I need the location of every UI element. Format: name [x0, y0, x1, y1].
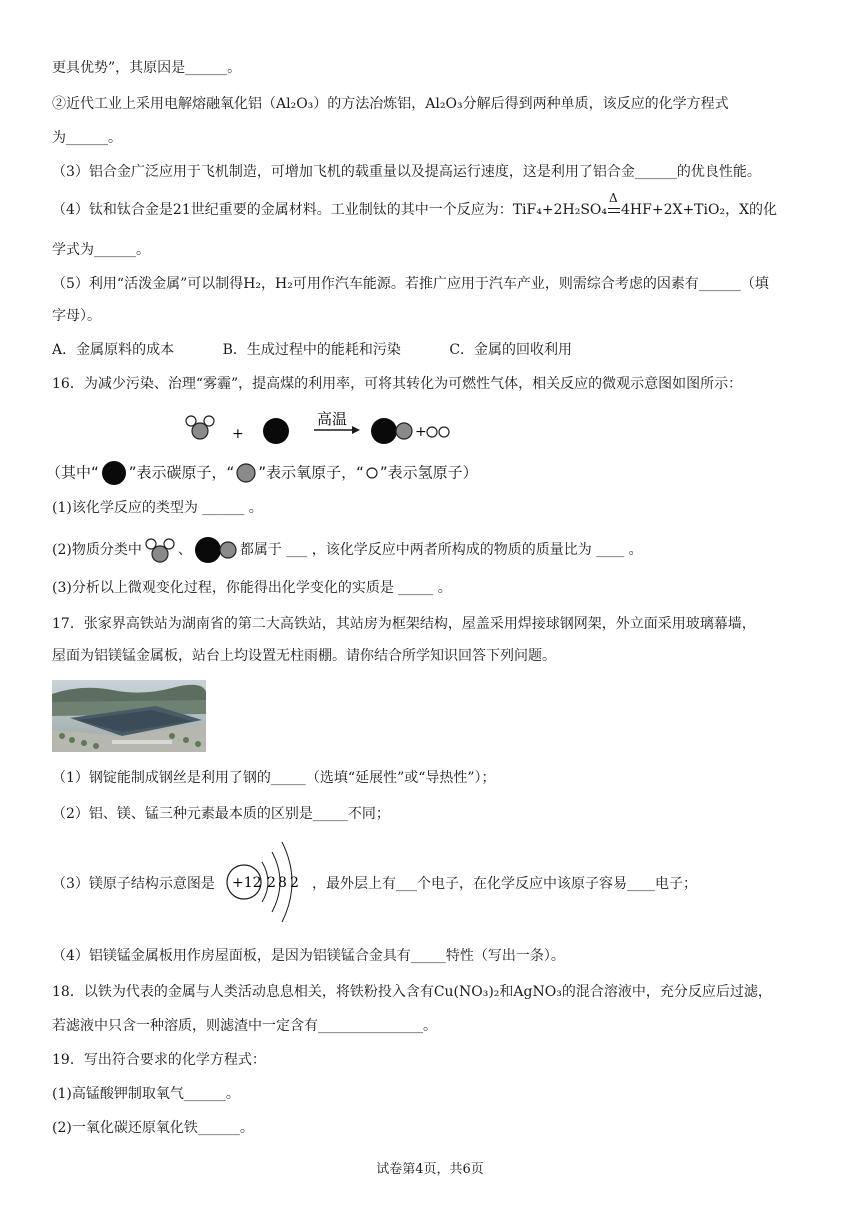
- plus-sign: +: [232, 426, 244, 442]
- q16-2-text: 都属于 ___ ，该化学反应中两者所构成的物质的质量比为 ____ 。: [239, 542, 643, 558]
- text-line: ②近代工业上采用电解熔融氧化铝（Al₂O₃）的方法冶炼铝，Al₂O₃分解后得到两种单质，该反应的化学方程式: [52, 96, 729, 112]
- question-17-1: （1）钢锭能制成钢丝是利用了钢的_____（选填“延展性”或“导热性”）；: [52, 770, 496, 786]
- option-a: A．金属原料的成本: [52, 342, 175, 358]
- text-line: 字母）。: [52, 308, 101, 324]
- h2-molecule-icon: [427, 427, 449, 437]
- atom-legend: [46, 460, 820, 486]
- option-b: B．生成过程中的能耗和污染: [222, 342, 401, 358]
- question-17-2: （2）铝、镁、锰三种元素最本质的区别是_____不同；: [52, 806, 390, 822]
- text-line: 为______。: [52, 130, 122, 146]
- legend-text: ”表示氢原子）: [379, 463, 478, 482]
- text-line: （5）利用“活泼金属”可以制得H₂，H₂可用作汽车能源。若推广应用于汽车产业，则需综合考虑的因素有______（填: [52, 276, 769, 292]
- shell-2-electrons: 8: [278, 875, 287, 891]
- water-molecule-icon: [142, 536, 178, 564]
- question-18-cont: 若滤液中只含一种溶质，则滤渣中一定含有_______________。: [52, 1018, 437, 1034]
- question-19-1: (1)高锰酸钾制取氧气______。: [52, 1086, 240, 1102]
- equation-right: 4HF+2X+TiO₂，X的化: [621, 202, 778, 218]
- text-line: 更具优势”，其原因是______。: [52, 60, 242, 76]
- heat-symbol: Δ: [609, 191, 618, 205]
- option-c: C．金属的回收利用: [449, 342, 573, 358]
- reaction-diagram: [180, 408, 460, 454]
- question-16-1: (1)该化学反应的类型为 ______ 。: [52, 500, 263, 516]
- legend-text: ”表示碳原子，“: [128, 463, 235, 482]
- shell-1-electrons: 2: [267, 875, 276, 891]
- carbon-atom-icon: [263, 418, 289, 444]
- text-line: [52, 191, 820, 220]
- question-17-4: （4）铝镁锰金属板用作房屋面板，是因为铝镁锰合金具有_____特性（写出一条）。: [52, 948, 565, 964]
- page-footer: 试卷第4页，共6页: [376, 1162, 484, 1177]
- reaction-condition: 高温: [317, 410, 348, 428]
- co-molecule-icon: [192, 536, 240, 564]
- water-molecule-icon: [186, 416, 214, 439]
- question-17-cont: 屋面为铝镁锰金属板，站台上均设置无柱雨棚。请你结合所学知识回答下列问题。: [52, 648, 556, 664]
- text-line: （3）铝合金广泛应用于飞机制造，可增加飞机的载重量以及提高运行速度，这是利用了铝合金______的优良性能。: [52, 164, 761, 180]
- question-16-3: (3)分析以上微观变化过程，你能得出化学变化的实质是 _____ 。: [52, 580, 452, 596]
- text-line: 学式为______。: [52, 242, 150, 258]
- separator: 、: [177, 542, 192, 558]
- plus-sign: +: [415, 424, 427, 440]
- magnesium-atom-diagram: [222, 836, 306, 928]
- oxygen-atom-icon: [234, 462, 258, 484]
- question-16-2: [52, 536, 820, 564]
- train-station-photo: [52, 680, 206, 752]
- legend-text: ”表示氧原子，“: [258, 463, 364, 482]
- q17-3-text-cont: ，最外层上有___个电子，在化学反应中该原子容易____电子；: [312, 876, 697, 892]
- carbon-atom-icon: [99, 460, 129, 486]
- question-18: 18．以铁为代表的金属与人类活动息息相关，将铁粉投入含有Cu(NO₃)₂和AgNO₃的混合溶液中，充分反应后过滤，: [52, 984, 772, 1000]
- q16-2-text: (2)物质分类中: [52, 542, 142, 558]
- co-molecule-icon: [371, 418, 412, 444]
- equation-left: （4）钛和钛合金是21世纪重要的金属材料。工业制钛的其中一个反应为：TiF₄+2H₂SO₄: [52, 202, 608, 218]
- shell-3-electrons: 2: [290, 875, 299, 891]
- equation-arrow: [607, 191, 621, 220]
- question-19-2: (2)一氧化碳还原氧化铁______。: [52, 1120, 254, 1136]
- nucleus-charge: +12: [232, 875, 262, 891]
- options-row: [52, 340, 820, 360]
- question-16: 16．为减少污染、治理“雾霾”，提高煤的利用率，可将其转化为可燃性气体，相关反应的微观示意图如图所示：: [52, 376, 743, 392]
- q17-3-text: （3）镁原子结构示意图是: [52, 876, 215, 892]
- question-19: 19．写出符合要求的化学方程式：: [52, 1052, 266, 1068]
- hydrogen-atom-icon: [364, 465, 380, 481]
- question-17: 17．张家界高铁站为湖南省的第二大高铁站，其站房为框架结构，屋盖采用焊接球钢网架，外立面采用玻璃幕墙，: [52, 616, 756, 632]
- legend-text: （其中“: [46, 463, 99, 482]
